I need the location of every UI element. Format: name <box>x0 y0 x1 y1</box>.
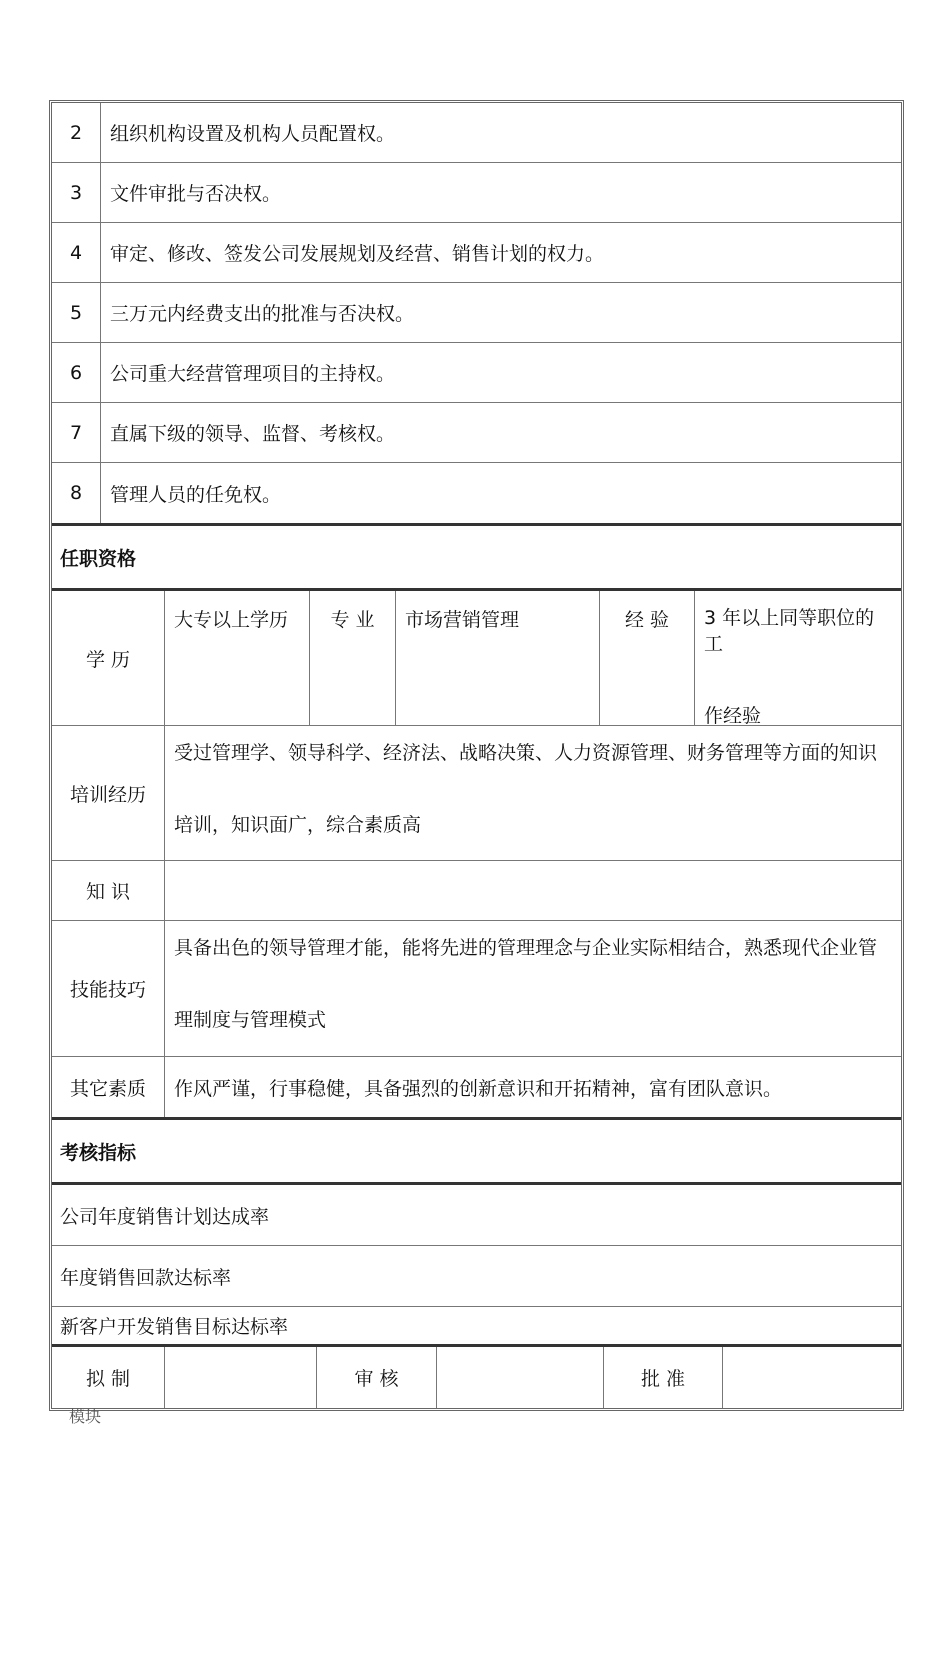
authority-row <box>52 283 901 343</box>
skills-value <box>165 921 901 1056</box>
education-row <box>52 591 901 726</box>
row-text: 审定、修改、签发公司发展规划及经营、销售计划的权力。 <box>110 243 605 265</box>
other-qualities-value: 作风严谨，行事稳健，具备强烈的创新意识和开拓精神，富有团队意识。 <box>174 1077 783 1100</box>
assessment-item: 新客户开发销售目标达标率 <box>52 1307 901 1347</box>
assessment-item: 公司年度销售计划达成率 <box>52 1185 901 1246</box>
row-text: 三万元内经费支出的批准与否决权。 <box>110 303 415 325</box>
qualifications-heading: 任职资格 <box>52 523 901 591</box>
authority-row <box>52 223 901 283</box>
draft-field[interactable] <box>165 1347 317 1408</box>
review-label: 审 核 <box>317 1347 437 1408</box>
skills-line2: 理制度与管理模式 <box>174 1009 327 1031</box>
footnote: 模块 <box>69 1407 102 1426</box>
row-text: 组织机构设置及机构人员配置权。 <box>110 123 396 145</box>
experience-value-line1: 3 年以上同等职位的工 <box>704 607 875 655</box>
training-label: 培训经历 <box>52 726 165 860</box>
row-number: 8 <box>52 463 101 523</box>
assessment-heading: 考核指标 <box>52 1117 901 1185</box>
row-number: 2 <box>52 103 101 162</box>
knowledge-label: 知 识 <box>52 861 165 920</box>
education-value: 大专以上学历 <box>165 591 310 725</box>
authority-row <box>52 403 901 463</box>
row-text: 文件审批与否决权。 <box>110 183 282 205</box>
authority-row <box>52 463 901 523</box>
major-value: 市场营销管理 <box>396 591 600 725</box>
row-number: 3 <box>52 163 101 222</box>
major-label: 专 业 <box>310 591 396 725</box>
authority-row <box>52 103 901 163</box>
approve-field[interactable] <box>723 1347 901 1408</box>
row-number: 6 <box>52 343 101 402</box>
authority-row <box>52 163 901 223</box>
skills-row <box>52 921 901 1057</box>
row-text: 公司重大经营管理项目的主持权。 <box>110 363 396 385</box>
other-qualities-label: 其它素质 <box>52 1057 165 1117</box>
row-text: 直属下级的领导、监督、考核权。 <box>110 423 396 445</box>
row-number: 7 <box>52 403 101 462</box>
signoff-row <box>52 1347 901 1408</box>
skills-line1: 具备出色的领导管理才能，能将先进的管理理念与企业实际相结合，熟悉现代企业管 <box>174 937 878 959</box>
training-row <box>52 726 901 861</box>
draft-label: 拟 制 <box>52 1347 165 1408</box>
assessment-item: 年度销售回款达标率 <box>52 1246 901 1307</box>
skills-label: 技能技巧 <box>52 921 165 1056</box>
row-number: 5 <box>52 283 101 342</box>
review-field[interactable] <box>437 1347 604 1408</box>
training-value <box>165 726 901 860</box>
row-number: 4 <box>52 223 101 282</box>
other-qualities-row <box>52 1057 901 1117</box>
training-line2: 培训，知识面广，综合素质高 <box>174 814 422 836</box>
knowledge-value <box>165 861 901 920</box>
education-label: 学 历 <box>52 591 165 725</box>
job-description-table <box>49 100 904 1411</box>
knowledge-row <box>52 861 901 921</box>
approve-label: 批 准 <box>604 1347 723 1408</box>
experience-label: 经 验 <box>600 591 695 725</box>
authority-row <box>52 343 901 403</box>
experience-value <box>695 591 901 725</box>
row-text: 管理人员的任免权。 <box>110 483 282 506</box>
experience-value-line2: 作经验 <box>704 705 762 727</box>
training-line1: 受过管理学、领导科学、经济法、战略决策、人力资源管理、财务管理等方面的知识 <box>174 742 878 764</box>
